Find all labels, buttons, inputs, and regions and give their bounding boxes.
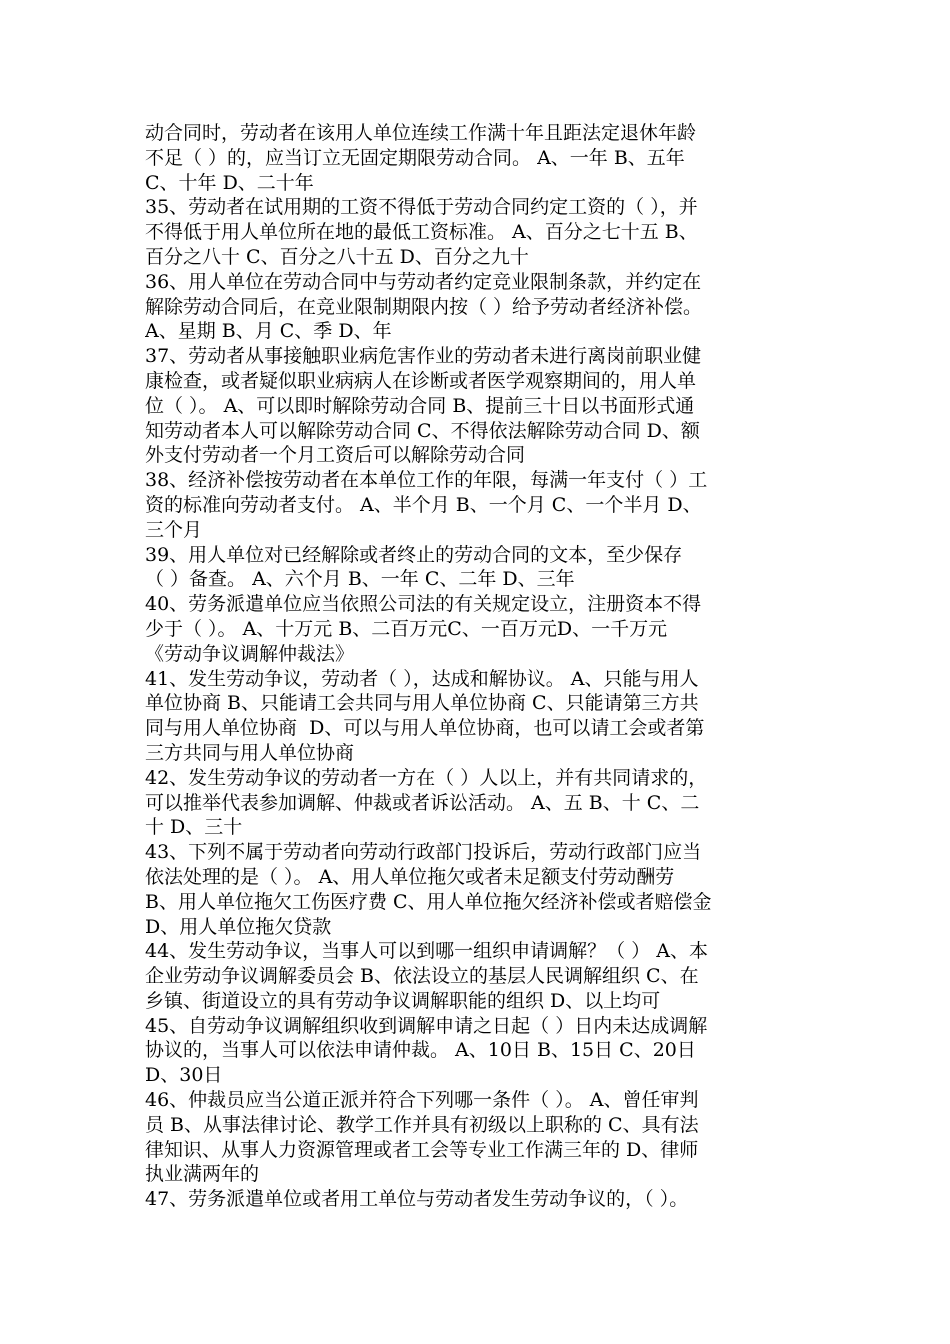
text-line: 41、发生劳动争议，劳动者（ ），达成和解协议。 A、只能与用人 (145, 667, 699, 690)
text-line: 37、劳动者从事接触职业病危害作业的劳动者未进行离岗前职业健 (145, 345, 702, 368)
text-line: 协议的，当事人可以依法申请仲裁。 A、10日 B、15日 C、20日 (145, 1039, 696, 1062)
text-line: 45、自劳动争议调解组织收到调解申请之日起（ ）日内未达成调解 (145, 1014, 708, 1037)
text-line: 40、劳务派遣单位应当依照公司法的有关规定设立，注册资本不得 (145, 593, 702, 616)
text-line: 少于（ ）。 A、十万元 B、二百万元C、一百万元D、一千万元 (145, 617, 668, 640)
text-line: 十 D、三十 (145, 816, 243, 839)
text-line: 解除劳动合同后，在竞业限制期限内按（ ）给予劳动者经济补偿。 (145, 295, 703, 318)
text-line: 执业满两年的 (145, 1163, 260, 1186)
text-line: 47、劳务派遣单位或者用工单位与劳动者发生劳动争议的，（ ）。 (145, 1188, 689, 1211)
text-line: 动合同时，劳动者在该用人单位连续工作满十年且距法定退休年龄 (145, 122, 697, 144)
text-line: 46、仲裁员应当公道正派并符合下列哪一条件（ ）。 A、曾任审判 (145, 1089, 699, 1112)
text-line: 三方共同与用人单位协商 (145, 741, 355, 764)
text-line: 39、用人单位对已经解除或者终止的劳动合同的文本，至少保存 (145, 543, 683, 566)
text-line: B、用人单位拖欠工伤医疗费 C、用人单位拖欠经济补偿或者赔偿金 (145, 890, 712, 913)
text-line: 三个月 (145, 518, 203, 541)
text-line: 依法处理的是（ ）。 A、用人单位拖欠或者未足额支付劳动酬劳 (145, 865, 675, 888)
text-line: 知劳动者本人可以解除劳动合同 C、不得依法解除劳动合同 D、额 (145, 419, 700, 442)
text-line: 44、发生劳动争议，当事人可以到哪一组织申请调解？（ ） A、本 (145, 940, 708, 963)
text-line: 位（ ）。 A、可以即时解除劳动合同 B、提前三十日以书面形式通 (145, 394, 695, 417)
text-line: 乡镇、街道设立的具有劳动争议调解职能的组织 D、以上均可 (145, 989, 661, 1012)
text-line: 可以推举代表参加调解、仲裁或者诉讼活动。 A、五 B、十 C、二 (145, 791, 700, 814)
text-line: 资的标准向劳动者支付。 A、半个月 B、一个月 C、一个半月 D、 (145, 493, 702, 516)
text-line: 43、下列不属于劳动者向劳动行政部门投诉后，劳动行政部门应当 (145, 841, 702, 864)
text-line: （ ）备查。 A、六个月 B、一年 C、二年 D、三年 (145, 568, 575, 591)
text-line: 单位协商 B、只能请工会共同与用人单位协商 C、只能请第三方共 (145, 692, 699, 715)
text-line: 不足（ ）的，应当订立无固定期限劳动合同。 A、一年 B、五年 (145, 146, 685, 169)
document-page (145, 121, 825, 1212)
text-line: 35、劳动者在试用期的工资不得低于劳动合同约定工资的（ ），并 (145, 196, 698, 219)
text-line: 律知识、从事人力资源管理或者工会等专业工作满三年的 D、律师 (145, 1138, 699, 1161)
text-line: 外支付劳动者一个月工资后可以解除劳动合同 (145, 444, 526, 467)
text-line: D、30日 (145, 1064, 223, 1087)
text-line: 企业劳动争议调解委员会 B、依法设立的基层人民调解组织 C、在 (145, 965, 699, 988)
text-line: 员 B、从事法律讨论、教学工作并具有初级以上职称的 C、具有法 (145, 1113, 699, 1136)
text-line: 不得低于用人单位所在地的最低工资标准。 A、百分之七十五 B、 (145, 221, 698, 244)
text-line: 康检查，或者疑似职业病病人在诊断或者医学观察期间的，用人单 (145, 369, 697, 392)
text-line: 42、发生劳动争议的劳动者一方在（ ）人以上，并有共同请求的， (145, 766, 708, 789)
text-line: 百分之八十 C、百分之八十五 D、百分之九十 (145, 245, 529, 268)
text-line: D、用人单位拖欠贷款 (145, 915, 332, 938)
text-line: 《劳动争议调解仲裁法》 (145, 642, 355, 665)
text-line: 同与用人单位协商 D、可以与用人单位协商，也可以请工会或者第 (145, 717, 705, 740)
text-line: 36、用人单位在劳动合同中与劳动者约定竞业限制条款，并约定在 (145, 270, 702, 293)
text-line: C、十年 D、二十年 (145, 171, 314, 194)
text-line: A、星期 B、月 C、季 D、年 (145, 320, 392, 343)
text-line: 38、经济补偿按劳动者在本单位工作的年限，每满一年支付（ ）工 (145, 469, 708, 492)
